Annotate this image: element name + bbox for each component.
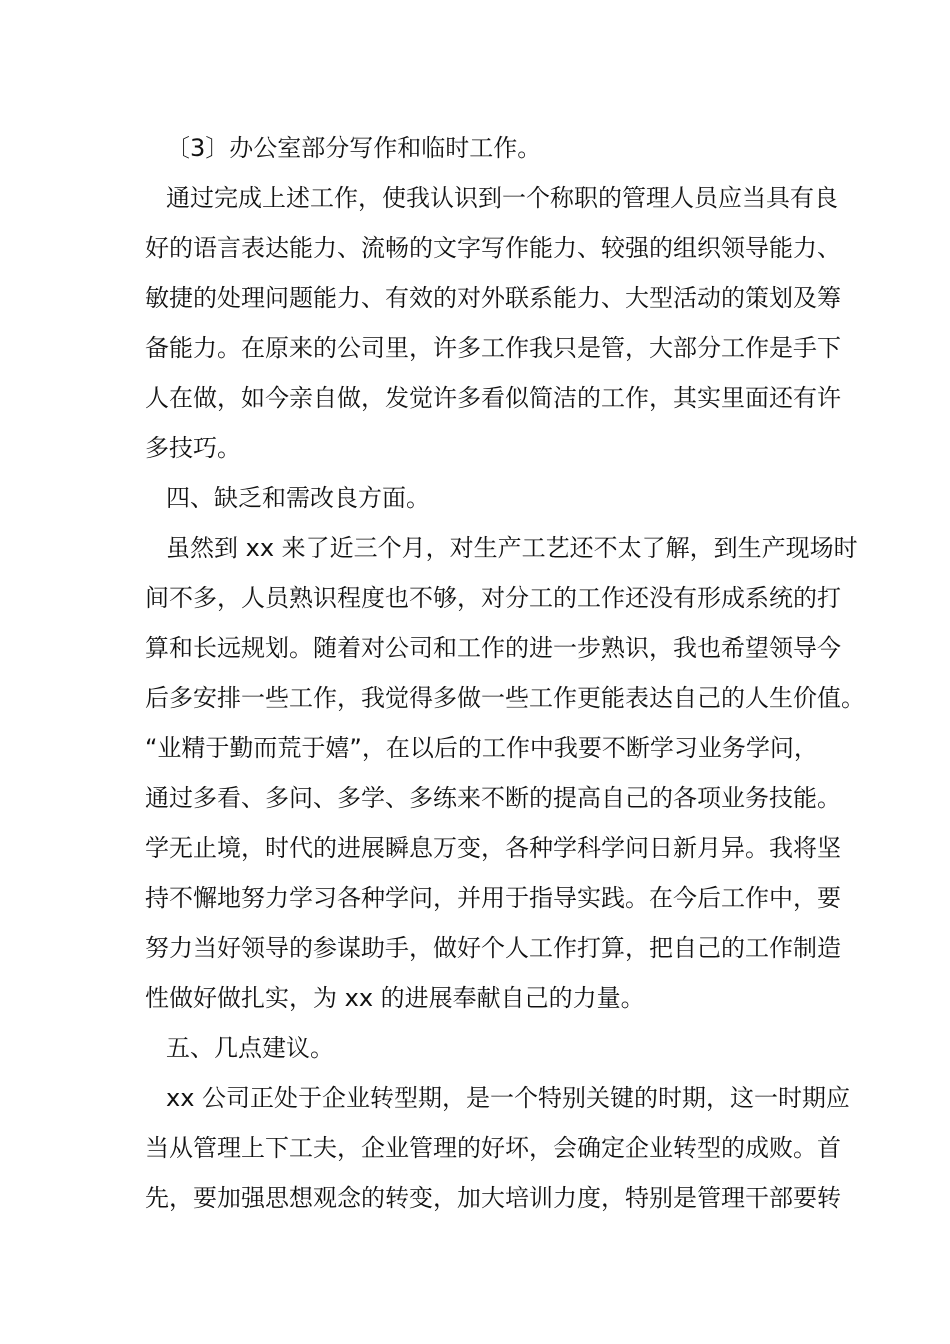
paragraph-line: 先，要加强思想观念的转变，加大培训力度，特别是管理干部要转: [145, 1184, 841, 1212]
paragraph-line: 后多安排一些工作，我觉得多做一些工作更能表达自己的人生价值。: [145, 684, 865, 712]
paragraph-line: xx 公司正处于企业转型期，是一个特别关键的时期，这一时期应: [166, 1084, 851, 1112]
paragraph-line: 性做好做扎实，为 xx 的进展奉献自己的力量。: [145, 984, 645, 1012]
paragraph-line: 通过完成上述工作，使我认识到一个称职的管理人员应当具有良: [166, 184, 838, 212]
section-heading: 四、缺乏和需改良方面。: [166, 484, 430, 512]
section-heading: 五、几点建议。: [166, 1034, 334, 1062]
paragraph-line: 努力当好领导的参谋助手，做好个人工作打算，把自己的工作制造: [145, 934, 841, 962]
paragraph-line: 人在做，如今亲自做，发觉许多看似简洁的工作，其实里面还有许: [145, 384, 841, 412]
paragraph-line: 备能力。在原来的公司里，许多工作我只是管，大部分工作是手下: [145, 334, 841, 362]
paragraph-line: 〔3〕办公室部分写作和临时工作。: [166, 134, 542, 162]
paragraph-line: “业精于勤而荒于嬉”，在以后的工作中我要不断学习业务学问，: [145, 734, 818, 762]
paragraph-line: 算和长远规划。随着对公司和工作的进一步熟识，我也希望领导今: [145, 634, 841, 662]
paragraph-line: 学无止境，时代的进展瞬息万变，各种学科学问日新月异。我将坚: [145, 834, 841, 862]
paragraph-line: 通过多看、多问、多学、多练来不断的提高自己的各项业务技能。: [145, 784, 841, 812]
paragraph-line: 持不懈地努力学习各种学问，并用于指导实践。在今后工作中，要: [145, 884, 841, 912]
paragraph-line: 当从管理上下工夫，企业管理的好坏，会确定企业转型的成败。首: [145, 1134, 841, 1162]
paragraph-line: 好的语言表达能力、流畅的文字写作能力、较强的组织领导能力、: [145, 234, 841, 262]
paragraph-line: 虽然到 xx 来了近三个月，对生产工艺还不太了解，到生产现场时: [166, 534, 858, 562]
paragraph-line: 间不多，人员熟识程度也不够，对分工的工作还没有形成系统的打: [145, 584, 841, 612]
paragraph-line: 敏捷的处理问题能力、有效的对外联系能力、大型活动的策划及筹: [145, 284, 841, 312]
paragraph-line: 多技巧。: [145, 434, 241, 462]
